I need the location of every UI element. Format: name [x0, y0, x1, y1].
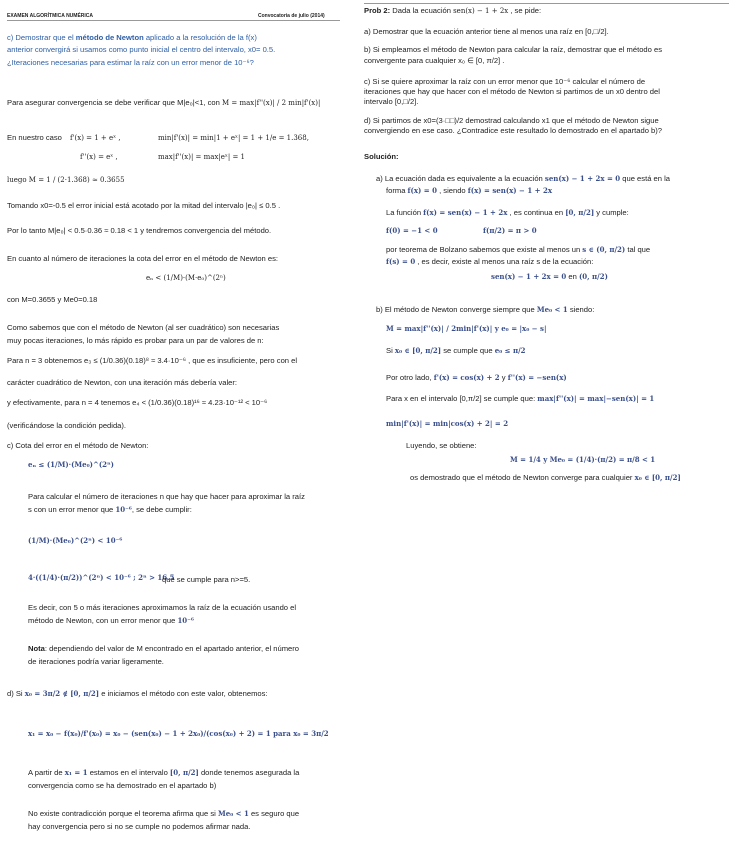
sol-b-derivatives: Por otro lado, f'(x) = cos(x) + 2 y f''(x) = −sen(x)	[386, 373, 567, 382]
error-bound-intro: En cuanto al número de iteraciones la cota del error en el método de Newton es:	[7, 254, 279, 263]
header-rule	[7, 20, 340, 21]
error-bound-formula: eₙ < (1/M)·(M·e₀)^(2ⁿ)	[146, 274, 226, 282]
problem-2-part-a: a) Demostrar que la ecuación anterior tiene al menos una raíz en [0,□/2].	[364, 27, 609, 36]
problem-2-heading: Prob 2: Dada la ecuación sen(x) − 1 + 2x , se pide:	[364, 6, 542, 15]
part-d-interval-line1: A partir de x₁ = 1 estamos en el intervalo [0, π/2] donde tenemos asegurada la	[28, 768, 300, 777]
newton-quadratic-line2: muy pocas iteraciones, lo más rápido es probar para un par de valores de n:	[7, 336, 264, 345]
sol-a-fpi2: f(π/2) = π > 0	[483, 226, 537, 235]
problem-2-part-d-line2: convergiendo en ese caso. ¿Contradice este resultado lo demostrado en el apartado b)?	[364, 126, 663, 135]
sol-b-conclusion: os demostrado que el método de Newton converge para cualquier x₀ ∈ [0, π/2]	[410, 473, 681, 482]
n4-estimate: y efectivamente, para n = 4 tenemos e₄ < (1/0.36)(0.18)¹⁶ ≈ 4.23·10⁻¹² < 10⁻⁶	[7, 398, 268, 407]
part-d-interval-line2: convergencia como se ha demostrado en el apartado b)	[28, 781, 217, 790]
verification-note: (verificándose la condición pedida).	[7, 421, 127, 430]
sol-a-line3: La función f(x) = sen(x) − 1 + 2x , es continua en [0, π/2] y cumple:	[386, 208, 629, 217]
sol-b-m-and-me0: M = 1/4 y Me₀ = (1/4)·(π/2) = π/8 < 1	[510, 455, 656, 464]
problem-2-part-c-line3: intervalo [0,□/2].	[364, 97, 419, 106]
sol-a-bolzano-line2: f(s) = 0 , es decir, existe al menos una raíz s de la ecuación:	[386, 257, 594, 266]
sol-b-max-fsecond: Para x en el intervalo [0,π/2] se cumple que: max|f''(x)| = max|−sen(x)| = 1	[386, 394, 655, 403]
part-d-newton-step: x₁ = x₀ − f(x₀)/f'(x₀) = x₀ − (sen(x₀) − 1 + 2x₀)/(cos(x₀) + 2) = 1 para x₀ = 3π/2	[28, 729, 329, 738]
sol-b-m-definition: M = max|f''(x)| / 2min|f'(x)| y e₀ = |x₀ − s|	[386, 324, 547, 333]
nota-line2: de iteraciones podría variar ligeramente.	[28, 657, 164, 666]
part-d-no-contradiction-line2: hay convergencia pero si no se cumple no podemos afirmar nada.	[28, 822, 251, 831]
c2-bound-formula: eₙ ≤ (1/M)·(Me₀)^(2ⁿ)	[28, 460, 114, 469]
solution-heading: Solución:	[364, 152, 399, 161]
quadratic-character: carácter cuadrático de Newton, con una iteración más debería valer:	[7, 378, 238, 387]
nota-line1: Nota: dependiendo del valor de M encontrado en el apartado anterior, el número	[28, 644, 300, 653]
m-value: luego M = 1 / (2·1.368) ≈ 0.3655	[7, 176, 125, 184]
case-min-fprime: min|f'(x)| = min|1 + eˣ| = 1 + 1/e = 1.368,	[158, 134, 309, 142]
part-c-statement-line2: anterior convergirá si usamos como punto inicial el centro del intervalo, x0= 0.5.	[7, 45, 276, 54]
sol-b-e0-bound: Si x₀ ∈ [0, π/2] se cumple que e₀ ≤ π/2	[386, 346, 526, 355]
newton-quadratic-line1: Como sabemos que con el método de Newton (al ser cuadrático) son necesarias	[7, 323, 280, 332]
sol-a-line1: a) La ecuación dada es equivalente a la ecuación sen(x) − 1 + 2x = 0 que está en la	[376, 174, 670, 183]
iterations-intro-line1: Para calcular el número de iteraciones n que hay que hacer para aproximar la raíz	[28, 492, 305, 501]
conclusion-line2: método de Newton, con un error menor que 10⁻⁶	[28, 616, 194, 625]
n3-estimate: Para n = 3 obtenemos e₃ ≤ (1/0.36)(0.18)⁸ ≈ 3.4·10⁻⁶ , que es insuficiente, pero con el	[7, 356, 298, 365]
case-f-second: f''(x) = eˣ ,	[80, 153, 118, 161]
m-me0-values: con M=0.3655 y Me0=0.18	[7, 295, 98, 304]
sol-a-bolzano-line1: por teorema de Bolzano sabemos que existe al menos un s ∈ (0, π/2) tal que	[386, 245, 651, 254]
right-top-rule	[364, 3, 729, 4]
problem-2-part-c-line2: iteraciones que hay que hacer con el método de Newton si partimos de un x0 dentro del	[364, 87, 660, 96]
initial-error-text: Tomando x0=-0.5 el error inicial está acotado por la mitad del intervalo |e₀| ≤ 0.5 .	[7, 201, 281, 210]
inequality-1: (1/M)·(Me₀)^(2ⁿ) < 10⁻⁶	[28, 536, 123, 545]
convergence-condition: Para asegurar convergencia se debe verificar que M|e₀|<1, con M = max|f''(x)| / 2 min|f'(x)|	[7, 98, 321, 107]
sol-a-f0: f(0) = −1 < 0	[386, 226, 438, 235]
part-c-statement-line3: ¿Iteraciones necesarias para estimar la raíz con un error menor de 10⁻⁶?	[7, 58, 254, 67]
part-d-no-contradiction-line1: No existe contradicción porque el teorema afirma que si Me₀ < 1 es seguro que	[28, 809, 300, 818]
problem-2-part-c-line1: c) Si se quiere aproximar la raíz con un error menor que 10⁻⁶ calcular el número de	[364, 77, 646, 86]
convergence-result: Por lo tanto M|e₀| < 0.5·0.36 ≈ 0.18 < 1 y tendremos convergencia del método.	[7, 226, 272, 235]
sol-b-line1: b) El método de Newton converge siempre que Me₀ < 1 siendo:	[376, 305, 595, 314]
sol-b-therefore: Luyendo, se obtiene:	[406, 441, 477, 450]
c2-title: c) Cota del error en el método de Newton:	[7, 441, 149, 450]
problem-2-part-b-line2: convergente para cualquier x₀ ∈ [0, π/2] .	[364, 56, 505, 65]
iterations-intro-line2: s con un error menor que 10⁻⁶, se debe cumplir:	[28, 505, 192, 514]
exam-header-date: Convocatoria de julio (2014)	[258, 13, 325, 19]
inequality-2-note: que se cumple para n>=5.	[162, 575, 251, 584]
part-d-intro: d) Si x₀ = 3π/2 ∉ [0, π/2] e iniciamos el método con este valor, obtenemos:	[7, 689, 268, 698]
sol-a-equation: sen(x) − 1 + 2x = 0 en (0, π/2)	[491, 272, 608, 281]
problem-2-part-b-line1: b) Si empleamos el método de Newton para calcular la raíz, demostrar que el método es	[364, 45, 662, 54]
case-f-prime: f'(x) = 1 + eˣ ,	[70, 134, 121, 142]
conclusion-line1: Es decir, con 5 o más iteraciones aproximamos la raíz de la ecuación usando el	[28, 603, 297, 612]
part-c-statement-line1: c) Demostrar que el método de Newton aplicado a la resolución de la f(x)	[7, 33, 257, 42]
case-max-fsecond: max|f''(x)| = max|eˣ| = 1	[158, 153, 245, 161]
inequality-2: 4·((1/4)·(π/2))^(2ⁿ) < 10⁻⁶ ; 2ⁿ > 16.5	[28, 573, 175, 582]
problem-2-part-d-line1: d) Si partimos de x0=(3·□□)/2 demostrad calculando x1 que el método de Newton sigue	[364, 116, 659, 125]
case-label: En nuestro caso	[7, 133, 62, 142]
sol-a-line2: forma f(x) = 0 , siendo f(x) = sen(x) − 1 + 2x	[386, 186, 553, 195]
exam-header-left: EXAMEN ALGORÍTMICA NUMÉRICA	[7, 13, 94, 19]
sol-b-min-fprime: min|f'(x)| = min|cos(x) + 2| = 2	[386, 419, 509, 428]
